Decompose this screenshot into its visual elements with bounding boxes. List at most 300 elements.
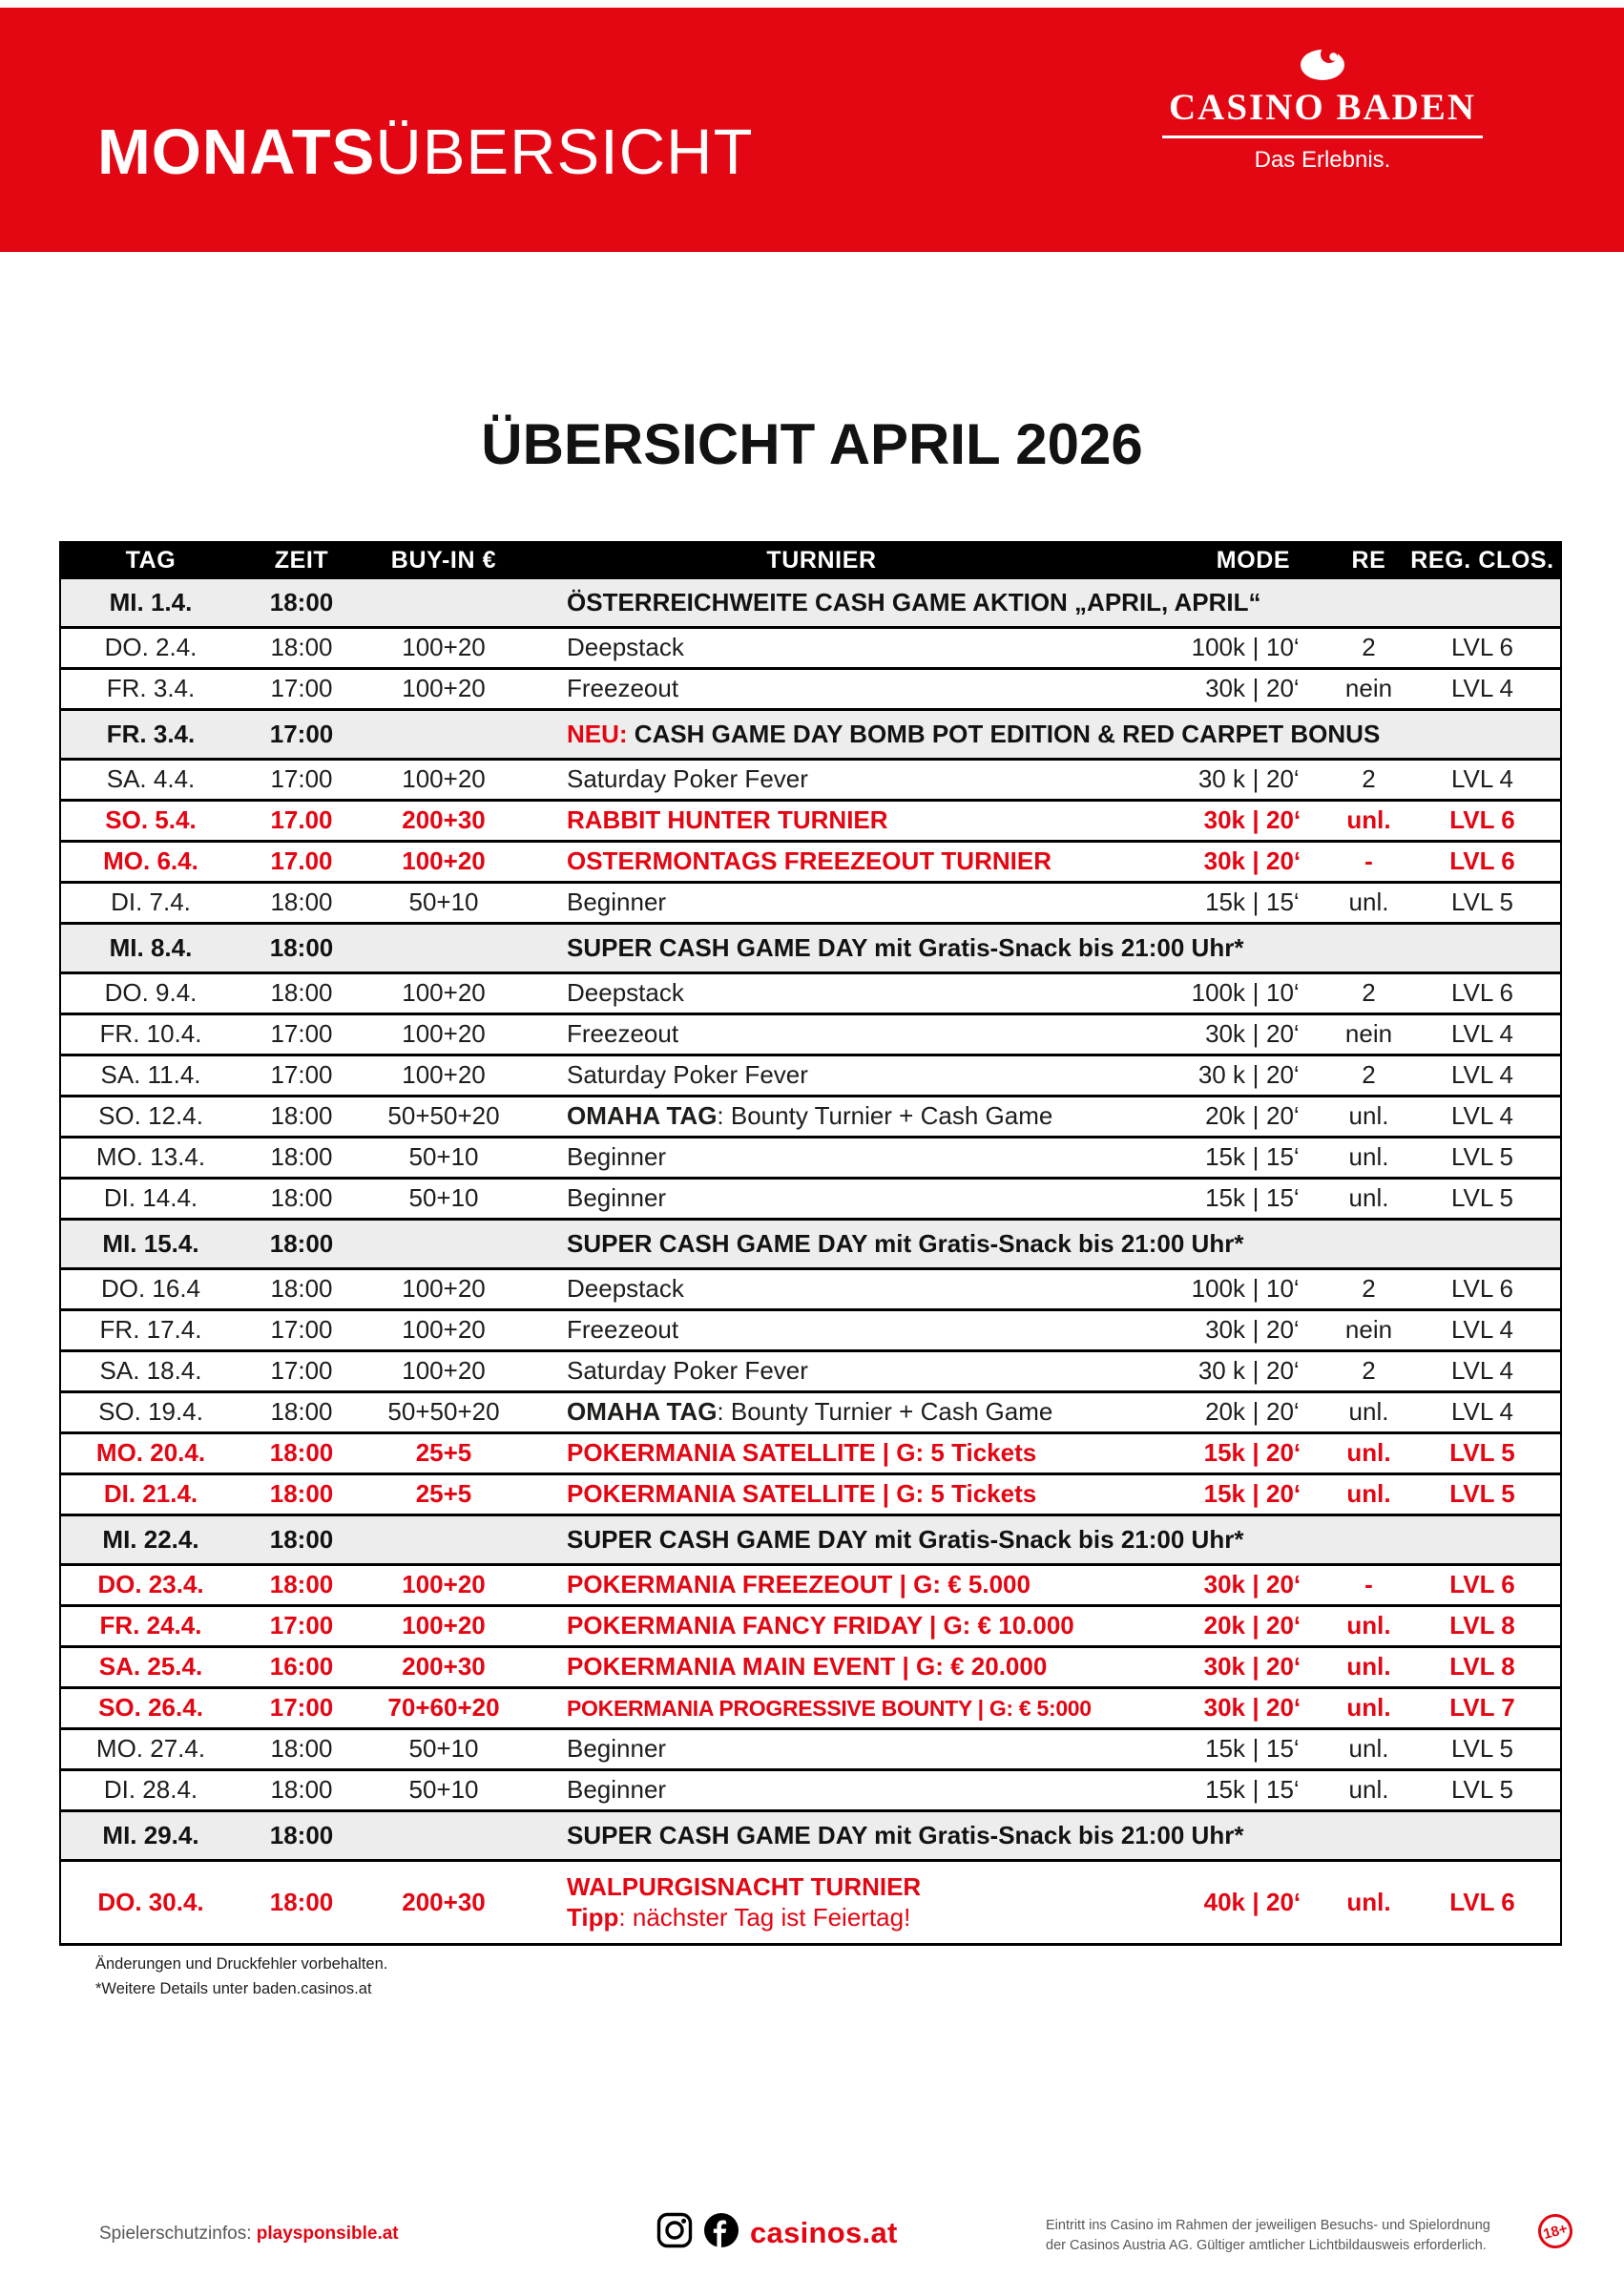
row-mode: [1118, 1776, 1333, 1805]
event-line: [567, 1316, 1118, 1345]
event-line: [567, 1439, 1118, 1468]
mode-minutes: 20‘: [1266, 1315, 1300, 1345]
table-row: [61, 1862, 1560, 1946]
event-line: [567, 1398, 1118, 1427]
event-text-segment: Deepstack: [567, 978, 684, 1008]
event-text-segment: Freezeout: [567, 1315, 679, 1345]
mode-separator: |: [1252, 1315, 1260, 1345]
row-day: MO. 6.4.: [103, 846, 198, 876]
row-reg-clos: LVL 4: [1450, 1101, 1514, 1131]
event-line: [567, 1184, 1118, 1213]
row-day: MO. 20.4.: [95, 1438, 206, 1468]
event-text-segment: POKERMANIA FANCY FRIDAY | G: € 10.000: [567, 1611, 1074, 1640]
table-row: [61, 1566, 1560, 1607]
mode-stack: 30k: [1203, 1570, 1245, 1599]
mode-minutes: 20‘: [1266, 1397, 1300, 1427]
row-time: 18:00: [269, 1479, 334, 1509]
mode-stack: 30k: [1203, 846, 1245, 876]
player-protection-label: Spielerschutzinfos:: [99, 2224, 257, 2244]
row-re: unl.: [1346, 1887, 1391, 1916]
row-re: unl.: [1346, 1611, 1391, 1640]
event-text-segment: Freezeout: [567, 674, 679, 703]
event-line: [567, 1776, 1118, 1805]
row-reg-clos: LVL 4: [1450, 1397, 1514, 1427]
row-mode: [1118, 1143, 1333, 1172]
mode-separator: |: [1252, 1734, 1260, 1764]
mode-minutes: 20‘: [1266, 1652, 1301, 1682]
row-day: SA. 11.4.: [100, 1060, 201, 1090]
row-event: [525, 1398, 1118, 1427]
row-buyin: 100+20: [402, 1060, 486, 1090]
row-day: MI. 15.4.: [102, 1228, 199, 1258]
table-row: [61, 1352, 1560, 1393]
event-text-segment: Saturday Poker Fever: [567, 764, 808, 794]
row-reg-clos: LVL 6: [1450, 978, 1514, 1008]
row-time: 17:00: [269, 1611, 334, 1640]
event-line: [567, 721, 1560, 749]
row-event: [525, 1480, 1118, 1509]
row-event: [525, 1612, 1118, 1640]
row-buyin: 100+20: [402, 1356, 486, 1386]
table-header-row: [61, 541, 1560, 579]
event-line: [567, 1526, 1560, 1555]
row-reg-clos: LVL 8: [1449, 1652, 1515, 1682]
row-mode: [1118, 1061, 1333, 1090]
row-re: unl.: [1346, 805, 1391, 835]
row-day: SO. 5.4.: [105, 805, 197, 835]
event-line: [567, 634, 1118, 662]
col-header-reg-clos: REG. CLOS.: [1410, 546, 1554, 574]
row-day: SO. 26.4.: [98, 1693, 203, 1723]
mode-separator: |: [1252, 1019, 1260, 1049]
mode-minutes: 15‘: [1266, 1775, 1300, 1805]
mode-minutes: 20‘: [1266, 1479, 1301, 1509]
event-text-segment: SUPER CASH GAME DAY mit Gratis-Snack bis 21:00 Uhr*: [567, 932, 1244, 962]
mode-separator: |: [1252, 888, 1260, 917]
row-time: 18:00: [270, 1101, 333, 1131]
row-day: DI. 7.4.: [111, 888, 191, 917]
event-line: [567, 1143, 1118, 1172]
event-text-segment: RABBIT HUNTER TURNIER: [567, 805, 888, 835]
row-day: DI. 21.4.: [103, 1479, 198, 1509]
mode-stack: 100k: [1191, 1274, 1245, 1304]
mode-separator: |: [1252, 633, 1260, 662]
row-time: 18:00: [270, 1274, 333, 1304]
event-line: [567, 1275, 1118, 1304]
row-time: 18:00: [270, 1397, 333, 1427]
row-mode: [1118, 675, 1333, 703]
row-event: [525, 1776, 1118, 1805]
mode-separator: |: [1252, 1101, 1260, 1131]
event-text-segment: Beginner: [567, 1142, 667, 1172]
row-re: 2: [1362, 1356, 1376, 1386]
row-buyin: 50+10: [408, 1142, 479, 1172]
mode-separator: |: [1252, 1274, 1260, 1304]
event-text-segment: POKERMANIA MAIN EVENT | G: € 20.000: [567, 1652, 1048, 1682]
row-re: unl.: [1348, 888, 1389, 917]
row-re: -: [1364, 1570, 1373, 1599]
header-banner: [0, 8, 1624, 252]
row-re: unl.: [1348, 1183, 1389, 1213]
mode-stack: 100k: [1191, 633, 1245, 662]
event-text-segment: ÖSTERREICHWEITE CASH GAME AKTION „APRIL, APRIL“: [567, 587, 1261, 616]
row-re: unl.: [1348, 1397, 1389, 1427]
row-day: SO. 19.4.: [98, 1397, 203, 1427]
row-day: MI. 1.4.: [109, 587, 193, 616]
event-text-segment: OSTERMONTAGS FREEZEOUT TURNIER: [567, 846, 1051, 876]
mode-separator: |: [1252, 1775, 1260, 1805]
row-mode: [1118, 1571, 1333, 1599]
row-re: unl.: [1348, 1734, 1389, 1764]
legal-line: Eintritt ins Casino im Rahmen der jeweiligen Besuchs- und Spielordnung: [1046, 2218, 1490, 2233]
playsponsible-link[interactable]: playsponsible.at: [256, 2224, 399, 2244]
row-re: unl.: [1348, 1775, 1389, 1805]
table-row: [61, 1221, 1560, 1270]
mode-separator: |: [1252, 1887, 1260, 1916]
table-row: [61, 1015, 1560, 1056]
col-header-turnier: TURNIER: [766, 546, 877, 574]
mode-stack: 30k: [1203, 1693, 1245, 1723]
mode-stack: 15k: [1205, 1775, 1245, 1805]
row-day: FR. 3.4.: [106, 674, 196, 703]
row-re: 2: [1362, 764, 1376, 794]
table-row: [61, 1434, 1560, 1475]
mode-minutes: 20‘: [1266, 1887, 1301, 1916]
row-time: 18:00: [269, 1887, 334, 1916]
row-reg-clos: LVL 6: [1450, 1274, 1514, 1304]
event-line: [567, 1735, 1118, 1764]
row-event: [525, 1102, 1118, 1131]
table-row: [61, 1689, 1560, 1730]
row-reg-clos: LVL 5: [1450, 1775, 1514, 1805]
row-mode: [1118, 979, 1333, 1008]
mode-separator: |: [1252, 978, 1260, 1008]
row-re: unl.: [1346, 1693, 1391, 1723]
row-time: 18:00: [269, 1820, 334, 1849]
mode-separator: |: [1252, 1693, 1260, 1723]
event-line: [567, 1480, 1118, 1509]
table-row: [61, 1516, 1560, 1566]
row-day: SA. 18.4.: [99, 1356, 202, 1386]
row-event: [525, 1439, 1118, 1468]
row-mode: [1118, 1357, 1333, 1386]
row-reg-clos: LVL 5: [1450, 1734, 1514, 1764]
row-buyin: 100+20: [402, 1315, 486, 1345]
mode-stack: 15k: [1203, 1479, 1245, 1509]
logo-wordmark: CASINO BADEN: [1169, 87, 1476, 128]
row-event: [525, 1061, 1118, 1090]
mode-stack: 20k: [1205, 1397, 1245, 1427]
row-buyin: 200+30: [402, 1887, 486, 1916]
mode-minutes: 20‘: [1266, 846, 1301, 876]
event-line: [567, 806, 1118, 835]
event-text-segment: : nächster Tag ist Feiertag!: [618, 1902, 911, 1932]
row-time: 17:00: [269, 1693, 334, 1723]
row-time: 18:00: [270, 1775, 333, 1805]
row-event: [525, 1653, 1118, 1682]
table-row: [61, 1138, 1560, 1180]
row-day: FR. 3.4.: [106, 719, 196, 748]
logo-divider: [1162, 136, 1483, 138]
table-row: [61, 1270, 1560, 1311]
row-day: FR. 24.4.: [99, 1611, 202, 1640]
player-protection-info: [99, 2224, 399, 2245]
table-row: [61, 1180, 1560, 1221]
row-mode: [1118, 806, 1333, 835]
row-event: [525, 888, 1118, 917]
mode-separator: |: [1252, 846, 1260, 876]
row-reg-clos: LVL 6: [1449, 846, 1515, 876]
event-text-segment: CASH GAME DAY BOMB POT EDITION & RED CARPET BONUS: [627, 719, 1381, 748]
mode-separator: |: [1252, 1356, 1260, 1386]
mode-separator: |: [1252, 1060, 1260, 1090]
event-text-segment: Saturday Poker Fever: [567, 1060, 808, 1090]
row-event: [525, 806, 1118, 835]
mode-separator: |: [1252, 1570, 1260, 1599]
row-day: MO. 13.4.: [95, 1142, 206, 1172]
row-day: DO. 16.4: [100, 1274, 201, 1304]
col-header-tag: TAG: [125, 546, 177, 574]
event-text-segment: : Bounty Turnier + Cash Game: [717, 1397, 1053, 1427]
legal-line: der Casinos Austria AG. Gültiger amtlicher Lichtbildausweis erforderlich.: [1046, 2238, 1487, 2254]
row-mode: [1118, 1398, 1333, 1427]
mode-stack: 30k: [1203, 1652, 1245, 1682]
row-buyin: 100+20: [402, 1611, 486, 1640]
row-time: 17:00: [270, 1019, 333, 1049]
row-mode: [1118, 1480, 1333, 1509]
table-row: [61, 1812, 1560, 1862]
row-event: [525, 1873, 1118, 1932]
row-time: 17:00: [270, 1356, 333, 1386]
mode-minutes: 20‘: [1266, 1060, 1300, 1090]
mode-minutes: 15‘: [1266, 888, 1300, 917]
row-mode: [1118, 765, 1333, 794]
col-header-zeit: ZEIT: [274, 546, 329, 574]
event-line: [567, 979, 1118, 1008]
row-time: 18:00: [270, 978, 333, 1008]
table-row: [61, 1097, 1560, 1138]
event-text-segment: SUPER CASH GAME DAY mit Gratis-Snack bis 21:00 Uhr*: [567, 1820, 1244, 1849]
row-day: MI. 22.4.: [102, 1524, 199, 1554]
row-re: nein: [1344, 674, 1393, 703]
mode-minutes: 20‘: [1266, 1019, 1300, 1049]
mode-stack: 100k: [1191, 978, 1245, 1008]
mode-minutes: 20‘: [1266, 1570, 1301, 1599]
event-line: [567, 1357, 1118, 1386]
row-buyin: 100+20: [402, 846, 486, 876]
table-row: [61, 1607, 1560, 1648]
mode-separator: |: [1252, 764, 1260, 794]
row-day: DI. 28.4.: [103, 1775, 198, 1805]
row-reg-clos: LVL 5: [1450, 1183, 1514, 1213]
row-event: [525, 675, 1118, 703]
mode-stack: 15k: [1205, 1734, 1245, 1764]
social-block: [656, 2212, 898, 2253]
row-mode: [1118, 888, 1333, 917]
footnote-line: Änderungen und Druckfehler vorbehalten.: [95, 1955, 388, 1973]
mode-separator: |: [1252, 1611, 1260, 1640]
event-line: [567, 1571, 1118, 1599]
row-event: [525, 1822, 1560, 1850]
row-reg-clos: LVL 7: [1449, 1693, 1515, 1723]
row-buyin: 25+5: [415, 1438, 472, 1468]
row-buyin: 25+5: [415, 1479, 472, 1509]
mode-minutes: 20‘: [1266, 1101, 1300, 1131]
row-time: 17:00: [270, 1315, 333, 1345]
row-re: unl.: [1346, 1479, 1391, 1509]
mode-minutes: 15‘: [1266, 1183, 1300, 1213]
row-event: [525, 721, 1560, 749]
table-row: [61, 1393, 1560, 1434]
row-time: 18:00: [270, 888, 333, 917]
row-mode: [1118, 1694, 1333, 1723]
row-event: [525, 1357, 1118, 1386]
event-line: [567, 1653, 1118, 1682]
row-event: [525, 934, 1560, 963]
row-day: DO. 2.4.: [104, 633, 198, 662]
row-reg-clos: LVL 5: [1449, 1438, 1515, 1468]
event-line: [567, 589, 1560, 617]
row-re: 2: [1362, 1060, 1376, 1090]
mode-separator: |: [1252, 1397, 1260, 1427]
mode-stack: 30 k: [1197, 1356, 1245, 1386]
event-text-segment: POKERMANIA FREEZEOUT | G: € 5.000: [567, 1570, 1031, 1599]
row-time: 17.00: [270, 805, 333, 835]
event-text-segment: POKERMANIA SATELLITE | G: 5 Tickets: [567, 1479, 1037, 1509]
mode-separator: |: [1252, 1479, 1260, 1509]
row-buyin: 200+30: [402, 805, 486, 835]
event-text-segment: OMAHA TAG: [567, 1397, 718, 1427]
row-event: [525, 765, 1118, 794]
row-reg-clos: LVL 4: [1450, 1060, 1514, 1090]
event-text-segment: Beginner: [567, 1734, 667, 1764]
row-re: 2: [1362, 1274, 1376, 1304]
row-reg-clos: LVL 4: [1450, 674, 1514, 703]
row-day: FR. 10.4.: [99, 1019, 202, 1049]
logo-tagline: Das Erlebnis.: [1254, 147, 1391, 173]
row-time: 18:00: [270, 633, 333, 662]
event-text-segment: POKERMANIA PROGRESSIVE BOUNTY | G: € 5:000: [567, 1695, 1092, 1721]
table-row: [61, 1730, 1560, 1771]
row-time: 18:00: [269, 1228, 334, 1258]
mode-stack: 30k: [1205, 1019, 1245, 1049]
table-row: [61, 1771, 1560, 1812]
row-buyin: 100+20: [402, 978, 486, 1008]
row-time: 17:00: [269, 719, 334, 748]
mode-minutes: 20‘: [1266, 1438, 1301, 1468]
row-day: DO. 23.4.: [97, 1570, 204, 1599]
row-reg-clos: LVL 6: [1449, 805, 1515, 835]
row-buyin: 50+10: [408, 888, 479, 917]
event-text-segment: Deepstack: [567, 633, 684, 662]
row-time: 17:00: [270, 764, 333, 794]
row-day: FR. 17.4.: [99, 1315, 202, 1345]
title-part-bold: MONATS: [97, 116, 376, 188]
instagram-icon[interactable]: [656, 2212, 693, 2253]
event-line: [567, 1102, 1118, 1131]
row-time: 17:00: [270, 674, 333, 703]
mode-stack: 15k: [1203, 1438, 1245, 1468]
row-buyin: 100+20: [402, 674, 486, 703]
row-reg-clos: LVL 6: [1450, 633, 1514, 662]
row-day: MI. 29.4.: [102, 1820, 199, 1849]
row-time: 18:00: [270, 1183, 333, 1213]
row-time: 18:00: [269, 587, 334, 616]
event-line: [567, 847, 1118, 876]
table-row: [61, 1648, 1560, 1689]
row-re: nein: [1344, 1315, 1393, 1345]
event-line: [567, 1020, 1118, 1049]
row-mode: [1118, 1102, 1333, 1131]
event-text-segment: Saturday Poker Fever: [567, 1356, 808, 1386]
mode-minutes: 20‘: [1266, 1356, 1300, 1386]
row-day: MO. 27.4.: [95, 1734, 206, 1764]
row-time: 18:00: [270, 1734, 333, 1764]
row-reg-clos: LVL 6: [1449, 1570, 1515, 1599]
footnotes: [95, 1953, 387, 2001]
col-header-mode: MODE: [1216, 546, 1291, 574]
table-row: [61, 579, 1560, 629]
legal-text: [1046, 2216, 1528, 2256]
row-buyin: 100+20: [402, 1019, 486, 1049]
event-text-segment: NEU:: [567, 719, 628, 748]
mode-stack: 30k: [1205, 674, 1245, 703]
row-re: unl.: [1348, 1101, 1389, 1131]
row-reg-clos: LVL 8: [1449, 1611, 1515, 1640]
row-event: [525, 847, 1118, 876]
mode-separator: |: [1252, 1183, 1260, 1213]
table-row: [61, 1475, 1560, 1516]
mode-minutes: 20‘: [1266, 1611, 1301, 1640]
casinos-at-link[interactable]: casinos.at: [750, 2215, 898, 2249]
row-re: 2: [1362, 633, 1376, 662]
row-day: MI. 8.4.: [109, 932, 193, 962]
event-text-segment: Deepstack: [567, 1274, 684, 1304]
row-re: 2: [1362, 978, 1376, 1008]
event-line: [567, 888, 1118, 917]
row-buyin: 50+10: [408, 1775, 479, 1805]
mode-minutes: 20‘: [1266, 764, 1300, 794]
row-event: [525, 1571, 1118, 1599]
mode-stack: 20k: [1203, 1611, 1245, 1640]
event-line: [567, 1612, 1118, 1640]
row-event: [525, 1230, 1560, 1259]
table-row: [61, 629, 1560, 670]
mode-stack: 30 k: [1197, 764, 1245, 794]
table-row: [61, 974, 1560, 1015]
row-event: [525, 1143, 1118, 1172]
row-mode: [1118, 1184, 1333, 1213]
row-mode: [1118, 1275, 1333, 1304]
row-mode: [1118, 634, 1333, 662]
page-title: ÜBERSICHT APRIL 2026: [481, 412, 1143, 476]
mode-minutes: 20‘: [1266, 674, 1300, 703]
row-mode: [1118, 1653, 1333, 1682]
row-reg-clos: LVL 5: [1450, 888, 1514, 917]
event-text-segment: SUPER CASH GAME DAY mit Gratis-Snack bis 21:00 Uhr*: [567, 1228, 1244, 1258]
event-text-segment: : Bounty Turnier + Cash Game: [717, 1101, 1053, 1131]
table-row: [61, 711, 1560, 761]
mode-minutes: 15‘: [1266, 1142, 1300, 1172]
row-reg-clos: LVL 5: [1450, 1142, 1514, 1172]
row-buyin: 50+50+20: [387, 1101, 500, 1131]
row-buyin: 100+20: [402, 1274, 486, 1304]
row-event: [525, 1020, 1118, 1049]
row-time: 17:00: [270, 1060, 333, 1090]
event-text-segment: Tipp: [567, 1902, 619, 1932]
col-header-re: RE: [1351, 546, 1386, 574]
facebook-icon[interactable]: [703, 2212, 739, 2253]
